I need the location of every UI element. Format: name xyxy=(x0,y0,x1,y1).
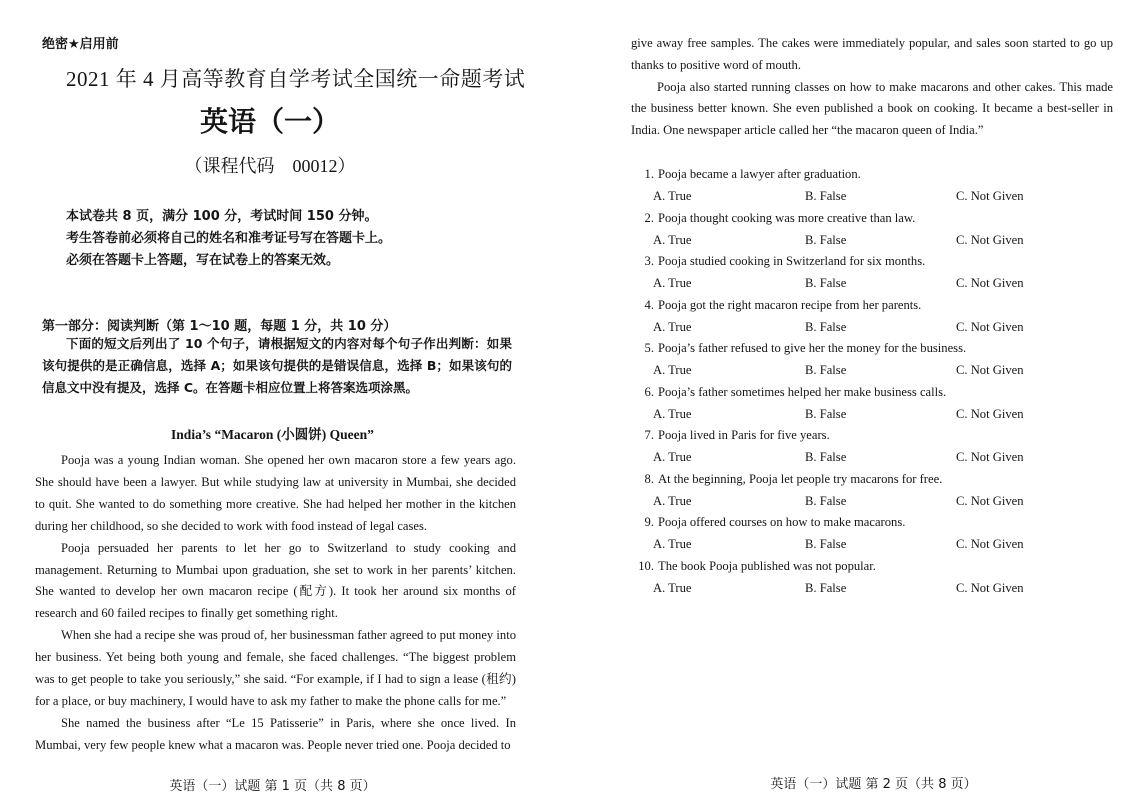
exam-note: 必须在答题卡上答题，写在试卷上的答案无效。 xyxy=(66,253,340,268)
question-number: 9. xyxy=(644,515,654,529)
option-b[interactable]: B. False xyxy=(805,232,847,247)
passage-paragraph: Pooja also started running classes on how to make macarons and other cakes. This made the business better known. She even published a book on cooking. It became a best-seller in India. One newspaper article called her “the macaron queen of India.” xyxy=(631,79,1113,138)
question-text: Pooja got the right macaron recipe from her parents. xyxy=(658,297,922,312)
question-item xyxy=(638,381,1108,425)
passage-continuation xyxy=(631,33,1113,142)
option-b[interactable]: B. False xyxy=(805,276,847,290)
option-a[interactable]: A. True xyxy=(653,406,692,421)
option-c[interactable]: C. Not Given xyxy=(956,276,1024,290)
option-c[interactable]: C. Not Given xyxy=(956,537,1024,551)
question-text: Pooja thought cooking was more creative than law. xyxy=(658,210,916,225)
option-b[interactable]: B. False xyxy=(805,406,847,421)
question-item xyxy=(638,294,1108,338)
passage-paragraph: give away free samples. The cakes were immediately popular, and sales soon started to go up thanks to positive word of mouth. xyxy=(631,36,1113,72)
question-number: 6. xyxy=(644,384,654,399)
part-instruction: 下面的短文后列出了 10 个句子，请根据短文的内容对每个句子作出判断：如果该句提供的是正确信息，选择 A；如果该句提供的是错误信息，选择 B；如果该句的信息文中没有提及，选择 C。在答题卡相应位置上将答案选项涂黑。 xyxy=(42,336,512,395)
question-item xyxy=(638,337,1108,381)
part-heading: 第一部分：阅读判断（第 1～10 题，每题 1 分，共 10 分） xyxy=(42,319,397,334)
question-text: Pooja became a lawyer after graduation. xyxy=(658,167,861,181)
question-item xyxy=(638,163,1108,207)
option-a[interactable]: A. True xyxy=(653,537,692,551)
question-item xyxy=(638,555,1108,599)
passage-paragraph: Pooja persuaded her parents to let her go to Switzerland to study cooking and management. Returning to Mumbai upon graduation, she set to work in her parents’ kitchen. She wanted to develop her own macaron recipe (配方). It took her around six months of research and 60 failed recipes to finally get something right. xyxy=(35,540,516,621)
question-number: 4. xyxy=(644,297,654,312)
option-b[interactable]: B. False xyxy=(805,450,847,464)
left-page xyxy=(0,0,560,810)
question-text: Pooja lived in Paris for five years. xyxy=(658,428,830,442)
exam-note: 本试卷共 8 页，满分 100 分，考试时间 150 分钟。 xyxy=(66,209,378,224)
option-c[interactable]: C. Not Given xyxy=(956,363,1024,377)
option-a[interactable]: A. True xyxy=(653,363,692,377)
option-a[interactable]: A. True xyxy=(653,319,692,334)
right-page xyxy=(600,0,1147,810)
question-text: At the beginning, Pooja let people try macarons for free. xyxy=(658,471,943,486)
question-number: 10. xyxy=(638,558,654,573)
option-a[interactable]: A. True xyxy=(653,189,692,203)
exam-notes xyxy=(66,206,391,272)
passage xyxy=(35,450,516,757)
question-list xyxy=(638,163,1108,598)
passage-paragraph: When she had a recipe she was proud of, her businessman father agreed to put money into her business. Yet being both young and female, she faced challenges. “The biggest problem was to get people to take you seriously,” she said. “For example, if I had to sign a lease (租约) for a place, or buy machinery, I would have to ask my father to make the phone calls for me.” xyxy=(35,628,516,708)
option-c[interactable]: C. Not Given xyxy=(956,450,1024,464)
question-number: 8. xyxy=(644,471,654,486)
exam-note: 考生答卷前必须将自己的姓名和准考证号写在答题卡上。 xyxy=(66,231,392,246)
question-text: The book Pooja published was not popular. xyxy=(658,558,876,573)
option-b[interactable]: B. False xyxy=(805,537,847,551)
course-code: （课程代码 00012） xyxy=(184,156,356,176)
subject-title: 英语（一） xyxy=(199,107,340,138)
option-b[interactable]: B. False xyxy=(805,319,847,334)
option-b[interactable]: B. False xyxy=(805,189,847,203)
question-text: Pooja offered courses on how to make macarons. xyxy=(658,515,906,529)
option-c[interactable]: C. Not Given xyxy=(956,493,1024,508)
passage-title: India’s “Macaron (小圆饼) Queen” xyxy=(171,427,374,442)
question-item xyxy=(638,468,1108,512)
exam-title: 2021 年 4 月高等教育自学考试全国统一命题考试 xyxy=(66,67,526,91)
question-item xyxy=(638,424,1108,468)
option-b[interactable]: B. False xyxy=(805,493,847,508)
confidential-label: 绝密★启用前 xyxy=(42,37,119,52)
page-gutter xyxy=(560,0,600,810)
option-c[interactable]: C. Not Given xyxy=(956,580,1024,595)
passage-paragraph: She named the business after “Le 15 Patisserie” in Paris, where she once lived. In Mumbai, very few people knew what a macaron was. People never tried one. Pooja decided to xyxy=(35,715,516,752)
option-a[interactable]: A. True xyxy=(653,493,692,508)
option-a[interactable]: A. True xyxy=(653,450,692,464)
option-c[interactable]: C. Not Given xyxy=(956,406,1024,421)
question-number: 1. xyxy=(644,167,654,181)
question-item xyxy=(638,511,1108,555)
question-number: 2. xyxy=(644,210,654,225)
question-text: Pooja’s father sometimes helped her make business calls. xyxy=(658,384,947,399)
page-footer: 英语（一）试题 第 2 页（共 8 页） xyxy=(770,777,977,792)
option-c[interactable]: C. Not Given xyxy=(956,319,1024,334)
question-text: Pooja’s father refused to give her the money for the business. xyxy=(658,341,967,355)
question-number: 5. xyxy=(644,341,654,355)
question-text: Pooja studied cooking in Switzerland for six months. xyxy=(658,254,926,268)
page-footer: 英语（一）试题 第 1 页（共 8 页） xyxy=(169,779,376,794)
option-c[interactable]: C. Not Given xyxy=(956,189,1024,203)
question-item xyxy=(638,250,1108,294)
option-a[interactable]: A. True xyxy=(653,276,692,290)
option-b[interactable]: B. False xyxy=(805,580,847,595)
option-a[interactable]: A. True xyxy=(653,580,692,595)
question-number: 3. xyxy=(644,254,654,268)
option-a[interactable]: A. True xyxy=(653,232,692,247)
passage-paragraph: Pooja was a young Indian woman. She opened her own macaron store a few years ago. She should have been a lawyer. But while studying law at university in Mumbai, she decided to quit. She wanted to do something more creative. She had helped her mother in the kitchen during her childhood, so she decided to work with food instead of legal cases. xyxy=(35,453,516,533)
question-number: 7. xyxy=(644,428,654,442)
option-b[interactable]: B. False xyxy=(805,363,847,377)
question-item xyxy=(638,207,1108,251)
option-c[interactable]: C. Not Given xyxy=(956,232,1024,247)
